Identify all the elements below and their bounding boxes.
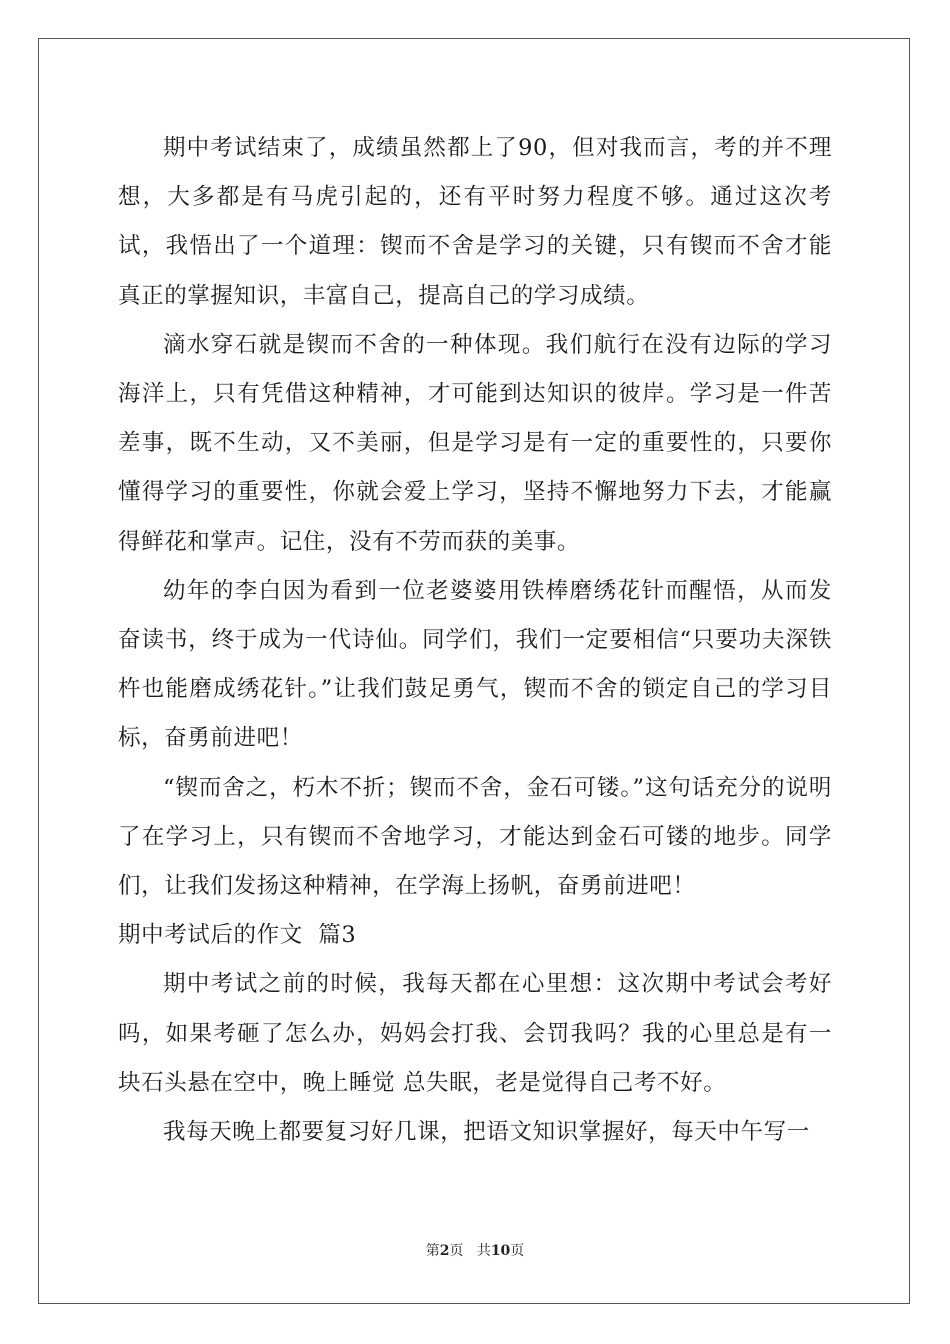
footer-page-prefix: 第 <box>425 1243 440 1259</box>
paragraph-1: 期中考试结束了，成绩虽然都上了90，但对我而言，考的并不理想，大多都是有马虎引起的，还有平时努力程度不够。通过这次考试，我悟出了一个道理：锲而不舍是学习的关键，只有锲而不舍才能真正的掌握知识，丰富自己，提高自己的学习成绩。 <box>118 135 832 309</box>
paragraph-4: “锲而舍之，朽木不折；锲而不舍，金石可镂。”这句话充分的说明了在学习上，只有锲而不舍地学习，才能达到金石可镂的地步。同学们，让我们发扬这种精神，在学海上扬帆，奋勇前进吧！ <box>118 774 832 900</box>
paragraph-3: 幼年的李白因为看到一位老婆婆用铁棒磨绣花针而醒悟，从而发奋读书，终于成为一代诗仙。同学们，我们一定要相信“只要功夫深铁杵也能磨成绣花针。”让我们鼓足勇气，锲而不舍的锁定自己的学习目标，奋勇前进吧！ <box>118 577 832 752</box>
paragraph-2: 滴水穿石就是锲而不舍的一种体现。我们航行在没有边际的学习海洋上，只有凭借这种精神，才可能到达知识的彼岸。学习是一件苦差事，既不生动，又不美丽，但是学习是有一定的重要性的，只要你懂得学习的重要性，你就会爱上学习，坚持不懈地努力下去，才能赢得鲜花和掌声。记住，没有不劳而获的美事。 <box>118 331 832 555</box>
footer-page-suffix: 页 <box>449 1243 464 1259</box>
footer-total-number: 10 <box>490 1243 511 1259</box>
section-heading: 期中考试后的作文 篇3 <box>118 922 357 949</box>
page-footer <box>0 1240 950 1260</box>
footer-page-number: 2 <box>439 1243 450 1259</box>
paragraph-6: 我每天晚上都要复习好几课，把语文知识掌握好，每天中午写一 <box>163 1119 810 1146</box>
footer-total-prefix: 共 <box>476 1243 491 1259</box>
document-body <box>118 124 832 1157</box>
paragraph-5: 期中考试之前的时候，我每天都在心里想：这次期中考试会考好吗，如果考砸了怎么办，妈妈会打我、会罚我吗？我的心里总是有一块石头悬在空中，晚上睡觉 总失眠，老是觉得自己考不好。 <box>118 971 832 1096</box>
footer-total-suffix: 页 <box>510 1243 525 1259</box>
